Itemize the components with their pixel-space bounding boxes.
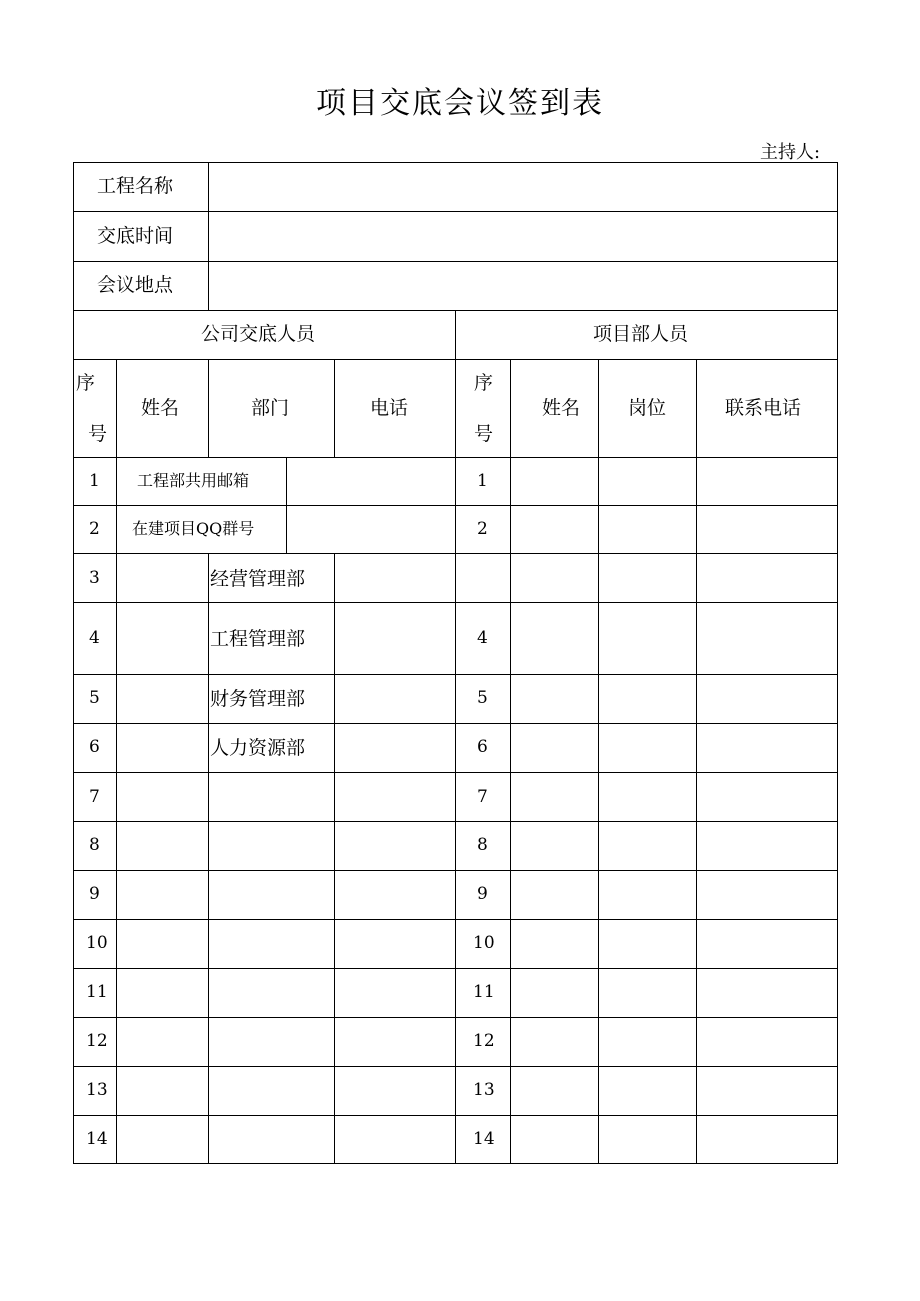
row-dept: 人力资源部 <box>210 737 306 759</box>
row-project-seq: 9 <box>477 884 488 904</box>
row-seq: 11 <box>86 982 108 1002</box>
row-project-seq: 8 <box>477 835 488 855</box>
header-seq-top: 序 <box>76 372 96 394</box>
row-dept: 财务管理部 <box>210 688 306 710</box>
info-label-meeting-place: 会议地点 <box>97 274 174 296</box>
header-project-name: 姓名 <box>542 397 581 419</box>
header-dept: 部门 <box>251 397 290 419</box>
row-name: 工程部共用邮箱 <box>137 471 250 490</box>
group-project-staff: 项目部人员 <box>593 323 689 345</box>
header-name: 姓名 <box>141 397 180 419</box>
row-project-seq: 5 <box>477 688 488 708</box>
row-seq: 3 <box>89 568 100 588</box>
row-seq: 7 <box>89 787 100 807</box>
row-project-seq: 11 <box>473 982 495 1002</box>
row-project-seq: 6 <box>477 737 488 757</box>
row-seq: 10 <box>86 933 108 953</box>
row-project-seq: 7 <box>477 787 488 807</box>
row-seq: 5 <box>89 688 100 708</box>
row-seq: 9 <box>89 884 100 904</box>
row-project-seq: 12 <box>473 1031 495 1051</box>
page-title: 项目交底会议签到表 <box>316 86 604 121</box>
header-post: 岗位 <box>628 397 667 419</box>
header-seq-bottom: 号 <box>88 423 108 445</box>
row-seq: 14 <box>86 1129 108 1149</box>
group-company-staff: 公司交底人员 <box>201 323 316 345</box>
row-project-seq: 13 <box>473 1080 495 1100</box>
row-seq: 4 <box>89 628 100 648</box>
header-project-seq-top: 序 <box>474 372 494 394</box>
row-project-seq: 14 <box>473 1129 495 1149</box>
row-seq: 2 <box>89 519 100 539</box>
row-seq: 12 <box>86 1031 108 1051</box>
row-dept: 经营管理部 <box>210 568 306 590</box>
row-seq: 6 <box>89 737 100 757</box>
row-project-seq: 1 <box>477 471 488 491</box>
row-seq: 8 <box>89 835 100 855</box>
header-project-seq-bottom: 号 <box>474 423 494 445</box>
host-label: 主持人: <box>760 142 821 163</box>
row-seq: 1 <box>89 471 100 491</box>
info-label-briefing-time: 交底时间 <box>97 225 174 247</box>
row-project-seq: 4 <box>477 628 488 648</box>
row-seq: 13 <box>86 1080 108 1100</box>
row-project-seq: 2 <box>477 519 488 539</box>
row-dept: 工程管理部 <box>210 628 306 650</box>
row-name: 在建项目QQ群号 <box>132 519 255 538</box>
header-contact-phone: 联系电话 <box>725 397 802 419</box>
row-project-seq: 10 <box>473 933 495 953</box>
info-label-project-name: 工程名称 <box>97 175 174 197</box>
header-phone: 电话 <box>370 397 409 419</box>
